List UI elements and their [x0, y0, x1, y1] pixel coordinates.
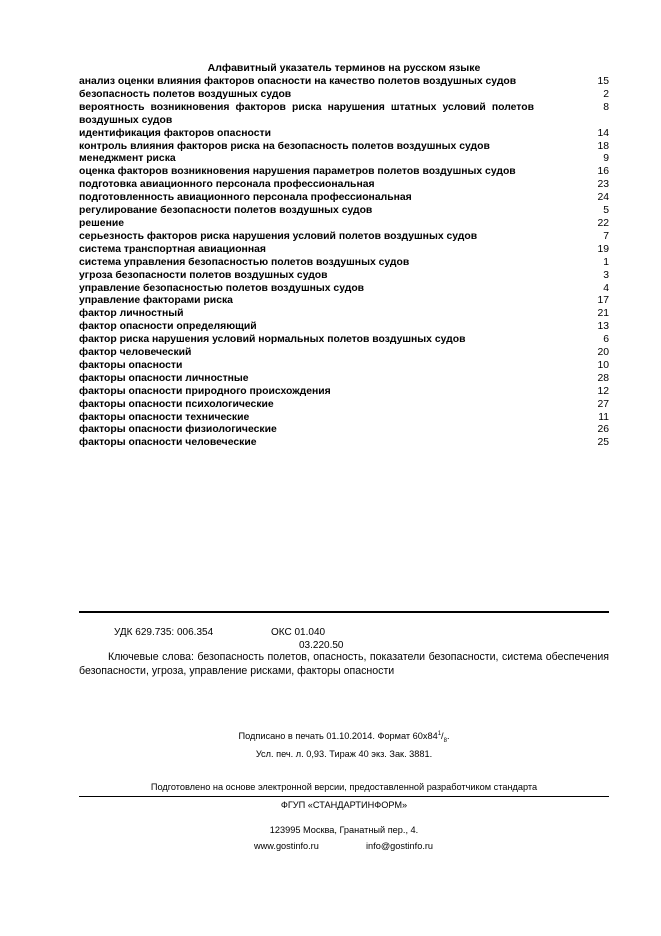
- index-page-number: 13: [597, 321, 609, 333]
- index-entry: [79, 295, 609, 308]
- index-entry: [79, 270, 609, 283]
- index-term: безопасность полетов воздушных судов: [79, 88, 292, 100]
- index-page-number: 24: [597, 192, 609, 204]
- index-page-number: 23: [597, 179, 609, 191]
- index-page-number: 18: [597, 140, 609, 152]
- index-page-number: 20: [597, 347, 609, 359]
- index-term: факторы опасности природного происхождения: [79, 385, 331, 397]
- index-entry: [79, 334, 609, 347]
- index-entry: [79, 76, 609, 89]
- index-term: решение: [79, 217, 125, 229]
- oks-code-1: ОКС 01.040: [271, 627, 326, 638]
- index-page-number: 16: [597, 166, 609, 178]
- index-term: факторы опасности технические: [79, 411, 250, 423]
- index-term: угроза безопасности полетов воздушных судов: [79, 269, 328, 281]
- index-entry: [79, 218, 609, 231]
- index-page-number: 10: [597, 359, 609, 371]
- publisher-name: ФГУП «СТАНДАРТИНФОРМ»: [280, 800, 408, 810]
- index-page-number: 3: [603, 269, 609, 281]
- index-page-number: 4: [603, 282, 609, 294]
- index-page-number: 8: [603, 101, 609, 113]
- index-term: идентификация факторов опасности: [79, 127, 271, 139]
- index-entry: [79, 399, 609, 412]
- index-term: серьезность факторов риска нарушения условий полетов воздушных судов: [79, 230, 478, 242]
- index-term: анализ оценки влияния факторов опасности на качество полетов воздушных судов: [79, 76, 517, 87]
- oks-code-2: 03.220.50: [299, 640, 344, 651]
- index-entry: [79, 102, 609, 128]
- index-entry: [79, 257, 609, 270]
- index-entry: [79, 283, 609, 296]
- publisher-address: 123995 Москва, Гранатный пер., 4.: [269, 825, 419, 835]
- index-page-number: 17: [597, 295, 609, 307]
- index-term: фактор риска нарушения условий нормальных полетов воздушных судов: [79, 334, 466, 346]
- footer-divider: [79, 611, 609, 613]
- index-term: подготовленность авиационного персонала профессиональная: [79, 192, 412, 204]
- index-term: система транспортная авиационная: [79, 243, 266, 255]
- index-term: управление безопасностью полетов воздушных судов: [79, 282, 365, 294]
- index-entry: [79, 89, 609, 102]
- index-page-number: 21: [597, 308, 609, 320]
- website-link[interactable]: www.gostinfo.ru: [254, 841, 319, 851]
- index-page-number: 12: [597, 385, 609, 397]
- index-term: фактор опасности определяющий: [79, 321, 257, 333]
- index-entry: [79, 244, 609, 257]
- index-entry: [79, 437, 609, 450]
- prepared-note: Подготовлено на основе электронной версии, предоставленной разработчиком стандарта: [150, 782, 538, 792]
- index-term: факторы опасности личностные: [79, 372, 249, 384]
- index-term: менеджмент риска: [79, 153, 176, 165]
- index-term: контроль влияния факторов риска на безопасность полетов воздушных судов: [79, 140, 490, 152]
- index-entry: [79, 360, 609, 373]
- index-entry: [79, 347, 609, 360]
- index-term: факторы опасности человеческие: [79, 437, 257, 449]
- index-term: регулирование безопасности полетов воздушных судов: [79, 205, 373, 217]
- index-term: факторы опасности психологические: [79, 398, 274, 410]
- index-entry: [79, 321, 609, 334]
- index-term: управление факторами риска: [79, 295, 233, 307]
- keywords-paragraph: Ключевые слова: безопасность полетов, опасность, показатели безопасности, система обеспечения безопасности, угроза, управление рисками, факторы опасности: [79, 651, 609, 677]
- signed-for-print: Подписано в печать 01.10.2014. Формат $60x84^1/_8$.: [238, 731, 450, 744]
- index-term: оценка факторов возникновения нарушения параметров полетов воздушных судов: [79, 166, 516, 178]
- index-page-number: 15: [597, 76, 609, 87]
- index-entry: [79, 424, 609, 437]
- publisher-divider: [79, 796, 609, 797]
- index-entry: [79, 166, 609, 179]
- index-term: факторы опасности: [79, 359, 183, 371]
- index-entry: [79, 179, 609, 192]
- index-entry: [79, 153, 609, 166]
- index-term: подготовка авиационного персонала профессиональная: [79, 179, 375, 191]
- email-link[interactable]: info@gostinfo.ru: [366, 841, 434, 851]
- index-term: фактор личностный: [79, 308, 184, 320]
- index-entry: [79, 141, 609, 154]
- index-entry: [79, 192, 609, 205]
- index-title: Алфавитный указатель терминов на русском языке: [207, 62, 481, 74]
- index-term: вероятность возникновения факторов риска нарушения штатных условий полетов воздушных судов: [79, 101, 534, 126]
- index-page-number: 7: [603, 230, 609, 242]
- index-page-number: 11: [598, 411, 609, 423]
- index-entry: [79, 373, 609, 386]
- index-page-number: 26: [597, 424, 609, 436]
- index-entry: [79, 386, 609, 399]
- index-term: фактор человеческий: [79, 347, 192, 359]
- index-entry: [79, 412, 609, 425]
- term-index: [79, 76, 609, 450]
- index-entry: [79, 128, 609, 141]
- index-term: факторы опасности физиологические: [79, 424, 277, 436]
- index-entry: [79, 231, 609, 244]
- index-page-number: 5: [603, 205, 609, 217]
- index-page-number: 14: [597, 127, 609, 139]
- udc-code: УДК 629.735: 006.354: [114, 627, 214, 638]
- index-entry: [79, 308, 609, 321]
- index-entry: [79, 205, 609, 218]
- index-page-number: 6: [603, 334, 609, 346]
- index-page-number: 9: [603, 153, 609, 165]
- index-page-number: 27: [597, 398, 609, 410]
- index-page-number: 22: [597, 217, 609, 229]
- index-page-number: 25: [597, 437, 609, 449]
- index-page-number: 19: [597, 243, 609, 255]
- index-term: система управления безопасностью полетов воздушных судов: [79, 256, 410, 268]
- index-page-number: 1: [603, 256, 609, 268]
- index-page-number: 28: [597, 372, 609, 384]
- print-info: Усл. печ. л. 0,93. Тираж 40 экз. Зак. 3881.: [255, 749, 433, 759]
- index-page-number: 2: [603, 88, 609, 100]
